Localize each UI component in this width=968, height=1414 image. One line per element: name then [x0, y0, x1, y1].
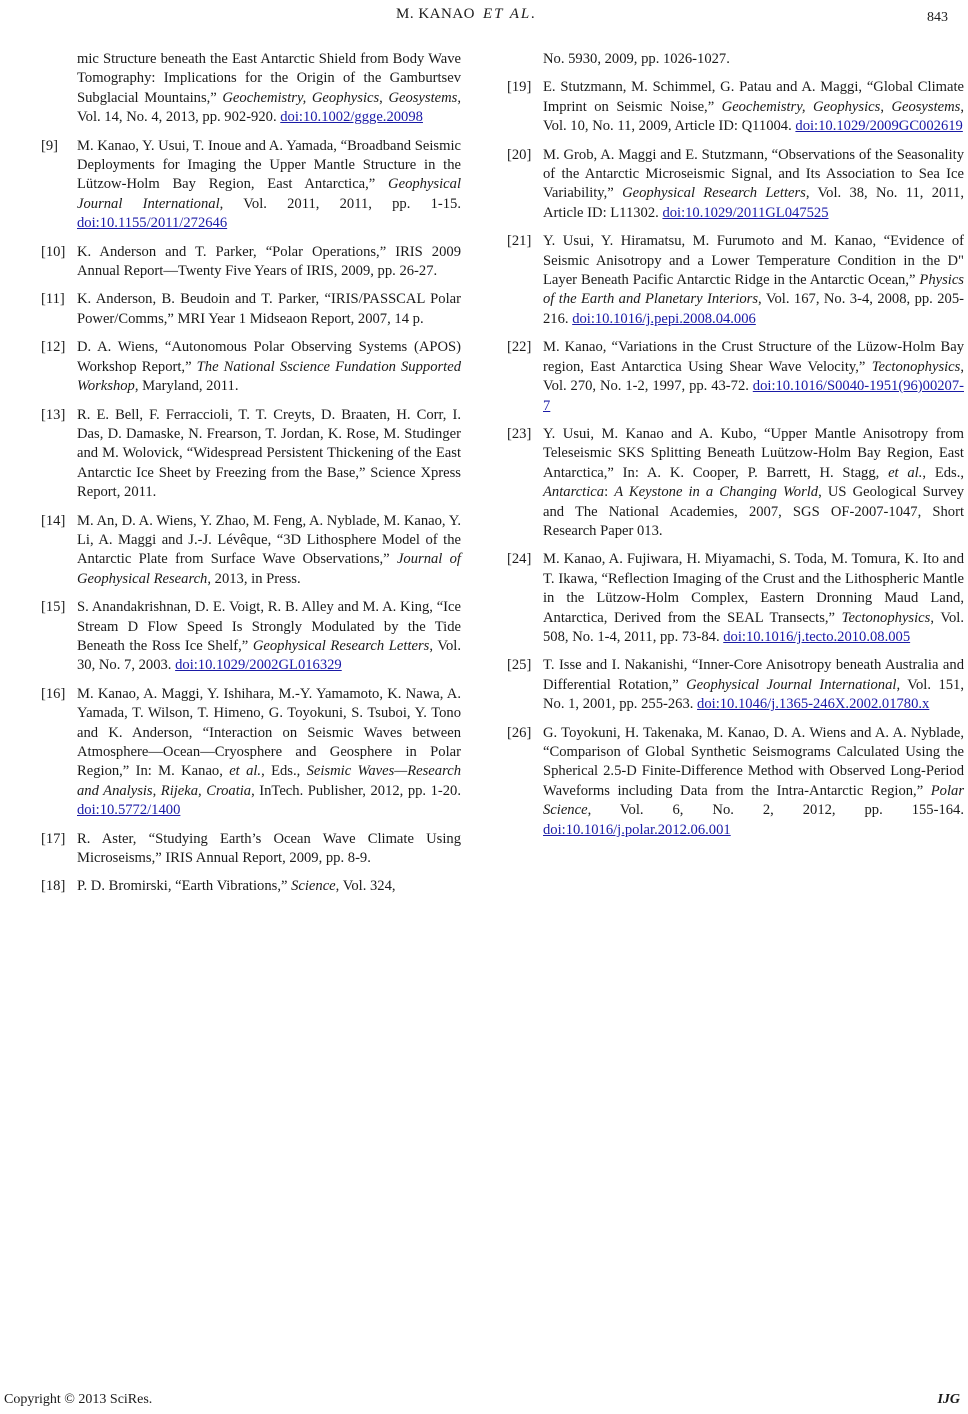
reference-entry: [507, 724, 964, 840]
reference-text: [543, 78, 964, 136]
reference-plain-text: , Vol. 38, No. 11, 2011, Article ID: L11302.: [543, 185, 964, 221]
reference-plain-text: K. Anderson, B. Beudoin and T. Parker, “IRIS/PASSCAL Polar Power/Comms,” MRI Year 1 Midseaon Report, 2007, 14 p.: [77, 291, 461, 327]
reference-text: [543, 550, 964, 647]
reference-italic-text: Antarctica: [543, 484, 605, 501]
reference-text: [77, 338, 461, 396]
reference-number-placeholder: [507, 50, 543, 69]
reference-text: [77, 830, 461, 869]
reference-italic-text: Geosystems: [891, 98, 961, 115]
reference-italic-text: Seismic Waves—Research and Analysis: [77, 763, 461, 799]
reference-entry: [41, 830, 461, 869]
reference-italic-text: Geophysical Research Letters: [252, 637, 430, 654]
reference-text: [77, 137, 461, 234]
reference-plain-text: , Vol. 151, No. 1, 2001, pp. 255-263.: [543, 676, 964, 713]
reference-text: [543, 425, 964, 541]
reference-italic-text: Tectonophysics: [871, 358, 961, 375]
reference-number: [15]: [41, 599, 66, 616]
doi-link[interactable]: doi:10.1002/ggge.20098: [280, 109, 423, 126]
copyright: Copyright © 2013 SciRes.: [4, 1392, 153, 1407]
reference-number: [22]: [507, 339, 532, 356]
reference-entry: [41, 50, 461, 128]
running-head-etal: ET AL.: [483, 6, 537, 22]
reference-number: [18]: [41, 878, 66, 895]
reference-number-placeholder: [41, 50, 77, 128]
reference-plain-text: Y. Usui, M. Kanao and A. Kubo, “Upper Mantle Anisotropy from Teleseismic SKS Splitting Beneath Luützow-Holm Bay Region, East Antarctica,” In: A. K. Cooper, P. Barrett, H. Stagg,: [543, 425, 964, 481]
doi-link[interactable]: doi:10.1046/j.1365-246X.2002.01780.x: [697, 696, 930, 713]
reference-plain-text: M. An, D. A. Wiens, Y. Zhao, M. Feng, A. Nyblade, M. Kanao, Y. Li, A. Maggi and J.-J. Lévêque, “3D Lithosphere Model of the Antarctic Plate from Surface Wave Observations,”: [77, 512, 461, 568]
reference-text: [77, 512, 461, 590]
reference-plain-text: , Vol. 324,: [335, 878, 396, 895]
reference-text: [543, 50, 964, 69]
reference-text: [77, 406, 461, 503]
reference-italic-text: Geophysical Research Letters: [622, 185, 806, 202]
reference-plain-text: D. A. Wiens, “Autonomous Polar Observing Systems (APOS) Workshop Report,”: [77, 339, 461, 375]
reference-entry: [507, 50, 964, 69]
reference-plain-text: , Vol. 2011, 2011, pp. 1-15.: [219, 195, 461, 212]
reference-italic-text: The National Sscience Fundation Supported Workshop: [77, 358, 462, 395]
reference-plain-text: P. D. Bromirski, “Earth Vibrations,”: [77, 878, 292, 895]
reference-plain-text: Y. Usui, Y. Hiramatsu, M. Furumoto and M. Kanao, “Evidence of Seismic Anisotropy and a Lower Temperature Condition in the D" Layer Beneath Pacific Antarctic Ridge in the Antarctic Ocean,”: [543, 233, 964, 289]
reference-plain-text: T. Isse and I. Nakanishi, “Inner-Core Anisotropy beneath Australia and Differential Rotation,”: [543, 657, 964, 693]
references-right-column: [507, 50, 964, 849]
reference-text: [77, 50, 461, 128]
reference-plain-text: , Vol. 167, No. 3-4, 2008, pp. 205-216.: [543, 291, 964, 327]
reference-entry: [507, 550, 964, 647]
reference-text: [543, 724, 964, 840]
running-head: [396, 6, 537, 23]
reference-plain-text: , Eds.,: [261, 763, 307, 780]
references-left-column: [41, 50, 461, 906]
reference-number: [9]: [41, 137, 59, 154]
reference-plain-text: , 2013, in Press.: [207, 570, 301, 587]
reference-text: [77, 243, 461, 282]
reference-plain-text: :: [604, 484, 615, 501]
reference-plain-text: R. E. Bell, F. Ferraccioli, T. T. Creyts, D. Braaten, H. Corr, I. Das, D. Damaske, N. Frearson, T. Jordan, K. Rose, M. Studinger and M. Wolovick, “Widespread Persistent Thickening of the East Antarctic Ice Sheet by Freezing from the Base,” Science Xpress Report, 2011.: [77, 406, 461, 501]
reference-entry: [507, 146, 964, 224]
reference-number: [26]: [507, 724, 532, 741]
reference-plain-text: , Vol. 508, No. 1-4, 2011, pp. 73-84.: [543, 609, 964, 645]
reference-number: [20]: [507, 146, 532, 163]
reference-plain-text: G. Toyokuni, H. Takenaka, M. Kanao, D. A. Wiens and A. A. Nyblade, “Comparison of Global Synthetic Seismograms Calculated Using the Spherical 2.5-D Finite-Difference Method with Observed Long-Period Waveforms including Data from the Intra-Antarctic Region,”: [543, 724, 964, 799]
reference-entry: [41, 290, 461, 329]
reference-plain-text: No. 5930, 2009, pp. 1026-1027.: [543, 51, 730, 67]
reference-plain-text: M. Kanao, “Variations in the Crust Structure of the Lüzow-Holm Bay region, East Antarctica Using Shear Wave Velocity,”: [543, 339, 964, 375]
running-head-authors: M. KANAO: [396, 6, 475, 22]
doi-link[interactable]: doi:10.1155/2011/272646: [77, 215, 228, 232]
page-number: 843: [927, 10, 948, 25]
running-header: [0, 6, 968, 26]
reference-italic-text: Geochemistry, Geophysics: [222, 89, 380, 106]
journal-abbrev: IJG: [937, 1392, 960, 1407]
reference-entry: [41, 512, 461, 590]
reference-plain-text: E. Stutzmann, M. Schimmel, G. Patau and A. Maggi, “Global Climate Imprint on Seismic Noise,”: [543, 79, 964, 115]
reference-italic-text: Polar Science: [543, 782, 964, 819]
doi-link[interactable]: doi:10.1029/2002GL016329: [175, 657, 342, 674]
reference-plain-text: ,: [880, 98, 892, 115]
reference-text: [543, 146, 964, 224]
doi-link[interactable]: doi:10.1029/2011GL047525: [662, 204, 829, 221]
reference-plain-text: , Vol. 14, No. 4, 2013, pp. 902-920.: [77, 89, 461, 126]
reference-number: [24]: [507, 551, 532, 568]
doi-link[interactable]: doi:10.1016/j.pepi.2008.04.006: [572, 310, 756, 327]
reference-italic-text: Science: [291, 878, 336, 895]
reference-italic-text: Tectonophysics: [841, 609, 931, 626]
reference-italic-text: et al.: [888, 464, 923, 481]
doi-link[interactable]: doi:10.1016/S0040-1951(96)00207-7: [543, 378, 964, 414]
reference-number: [12]: [41, 339, 66, 356]
reference-entry: [41, 137, 461, 234]
reference-plain-text: M. Kanao, A. Maggi, Y. Ishihara, M.-Y. Yamamoto, K. Nawa, A. Yamada, T. Wilson, T. Himeno, G. Toyokuni, S. Tsuboi, Y. Tono and K. Anderson, “Interaction on Seismic Waves between Atmosphere—Ocean—Cryosphere and Geosphere in Polar Region,” In: M. Kanao,: [77, 685, 461, 780]
doi-link[interactable]: doi:10.1029/2009GC002619: [795, 118, 963, 135]
reference-number: [17]: [41, 830, 66, 847]
doi-link[interactable]: doi:10.1016/j.polar.2012.06.001: [543, 821, 731, 838]
reference-entry: [41, 685, 461, 821]
reference-plain-text: M. Grob, A. Maggi and E. Stutzmann, “Observations of the Seasonality of the Antarctic Microseismic Signal, and Its Association to Sea Ice Variability,”: [543, 146, 964, 202]
reference-plain-text: S. Anandakrishnan, D. E. Voigt, R. B. Alley and M. A. King, “Ice Stream D Flow Speed Is Strongly Modulated by the Tide Beneath the Ross Ice Shelf,”: [77, 599, 461, 654]
reference-entry: [41, 243, 461, 282]
reference-text: [77, 598, 461, 676]
reference-italic-text: A Keystone in a Changing World: [614, 484, 819, 501]
reference-entry: [41, 338, 461, 396]
reference-entry: [507, 425, 964, 541]
reference-plain-text: ,: [152, 782, 161, 799]
reference-number: [11]: [41, 291, 65, 308]
reference-entry: [41, 406, 461, 503]
reference-text: [77, 877, 461, 896]
reference-italic-text: Journal of Geophysical Research: [77, 551, 461, 587]
reference-text: [543, 338, 964, 416]
reference-italic-text: Geophysical Journal International: [77, 176, 461, 212]
reference-number: [23]: [507, 425, 532, 442]
reference-plain-text: R. Aster, “Studying Earth’s Ocean Wave Climate Using Microseisms,” IRIS Annual Report, 2009, pp. 8-9.: [77, 830, 461, 867]
reference-entry: [41, 598, 461, 676]
reference-number: [13]: [41, 406, 66, 423]
reference-plain-text: , Vol. 270, No. 1-2, 1997, pp. 43-72.: [543, 358, 964, 395]
reference-plain-text: , US Geological Survey and The National Academies, 2007, SGS OF-2007-1047, Short Research Paper 013.: [543, 484, 965, 539]
reference-number: [10]: [41, 243, 66, 260]
reference-entry: [507, 78, 964, 136]
reference-number: [21]: [507, 233, 532, 250]
reference-number: [19]: [507, 79, 532, 96]
reference-italic-text: Rijeka, Croatia: [160, 782, 252, 799]
reference-italic-text: Geochemistry, Geophysics: [721, 98, 881, 115]
reference-plain-text: , Vol. 30, No. 7, 2003.: [77, 637, 461, 674]
reference-text: [543, 656, 964, 714]
reference-plain-text: M. Kanao, Y. Usui, T. Inoue and A. Yamada, “Broadband Seismic Deployments for Imaging the Upper Mantle Structure in the Lützow-Holm Bay Region, East Antarctica,”: [77, 137, 461, 193]
reference-plain-text: mic Structure beneath the East Antarctic Shield from Body Wave Tomography: Implications for the Origin of the Gamburtsev Subglacial Mountains,”: [77, 51, 461, 106]
reference-number: [16]: [41, 685, 66, 702]
doi-link[interactable]: doi:10.5772/1400: [77, 802, 181, 819]
reference-plain-text: , Eds.,: [922, 464, 965, 481]
reference-entry: [507, 232, 964, 329]
reference-plain-text: , Vol. 10, No. 11, 2009, Article ID: Q11004.: [543, 98, 964, 135]
reference-italic-text: et al.: [229, 763, 262, 780]
reference-plain-text: K. Anderson and T. Parker, “Polar Operations,” IRIS 2009 Annual Report—Twenty Five Years of IRIS, 2009, pp. 26-27.: [77, 243, 461, 280]
reference-entry: [507, 338, 964, 416]
reference-text: [77, 290, 461, 329]
reference-text: [77, 685, 461, 821]
reference-italic-text: Physics of the Earth and Planetary Interiors: [543, 272, 964, 308]
reference-plain-text: , Maryland, 2011.: [134, 378, 239, 395]
reference-entry: [507, 656, 964, 714]
reference-italic-text: Geosystems: [388, 89, 458, 106]
reference-italic-text: Geophysical Journal International: [686, 676, 897, 693]
reference-plain-text: ,: [379, 89, 389, 106]
reference-plain-text: , Vol. 6, No. 2, 2012, pp. 155-164.: [587, 802, 964, 819]
reference-plain-text: M. Kanao, A. Fujiwara, H. Miyamachi, S. Toda, M. Tomura, K. Ito and T. Ikawa, “Reflection Imaging of the Crust and the Lithospheric Mantle in the Lützow-Holm Complex, Eastern Dronning Maud Land, Antarctica, Derived from the SEAL Transects,”: [543, 551, 964, 626]
doi-link[interactable]: doi:10.1016/j.tecto.2010.08.005: [723, 628, 911, 645]
reference-text: [543, 232, 964, 329]
reference-number: [25]: [507, 657, 532, 674]
reference-entry: [41, 877, 461, 896]
reference-number: [14]: [41, 512, 66, 529]
reference-plain-text: , InTech. Publisher, 2012, pp. 1-20.: [251, 782, 461, 799]
